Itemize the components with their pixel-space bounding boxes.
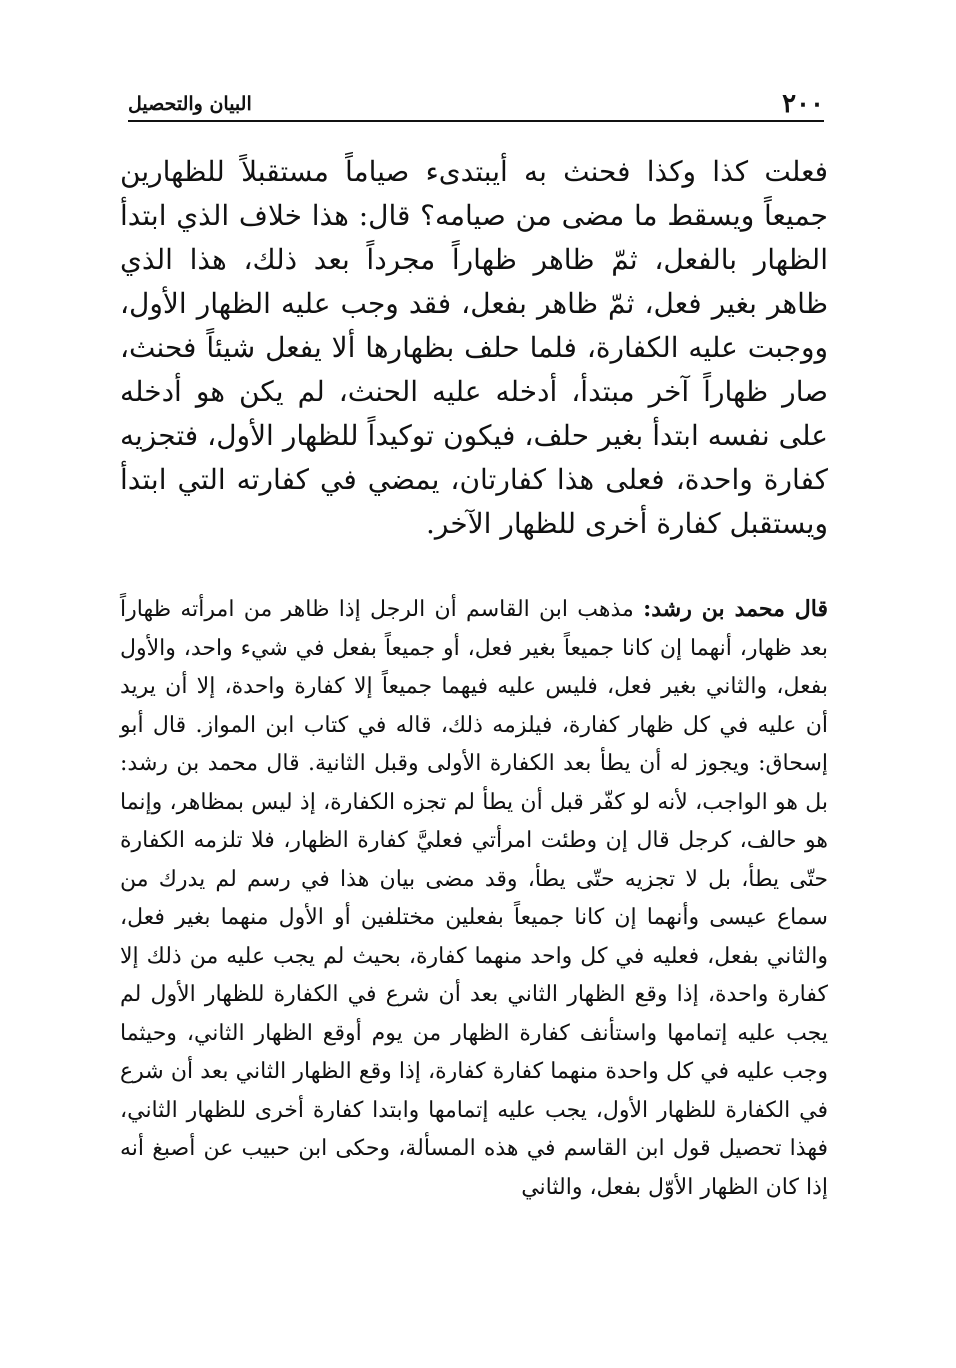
main-text-block [120,150,828,546]
commentary-speaker: قال محمد بن رشد: [643,596,829,622]
commentary-paragraph [120,590,828,1207]
main-text-paragraph: فعلت كذا وكذا فحنث به أيبتدىء صياماً مستقبلاً للظهارين جميعاً ويسقط ما مضى من صيامه؟ قال: هذا خلاف الذي ابتدأ الظهار بالفعل، ثمّ ظاهر ظهاراً مجرداً بعد ذلك، هذا الذي ظاهر بغير فعل، ثمّ ظاهر بفعل، فقد وجب عليه الظهار الأول، ووجبت عليه الكفارة، فلما حلف بظهارها ألا يفعل شيئاً فحنث، صار ظهاراً آخر مبتدأ، أدخله عليه الحنث، لم يكن هو أدخله على نفسه ابتدأ بغير حلف، فيكون توكيداً للظهار الأول، فتجزيه كفارة واحدة، فعلى هذا كفارتان، يمضي في كفارته التي ابتدأ ويستقبل كفارة أخرى للظهار الآخر. [120,155,828,540]
header-rule [128,120,824,122]
page-number: ٢٠٠ [782,89,824,119]
commentary-block [120,590,828,1207]
commentary-text: مذهب ابن القاسم أن الرجل إذا ظاهر من امرأته ظهاراً بعد ظهار، أنهما إن كانا جميعاً بغير فعل، أو جميعاً بفعل في شيء واحد، والأول بفعل، والثاني بغير فعل، فليس عليه فيهما جميعاً إلا كفارة واحدة، إلا أن يريد أن عليه في كل ظهار كفارة، فيلزمه ذلك، قاله في كتاب ابن المواز. قال أبو إسحاق: ويجوز له أن يطأ بعد الكفارة الأولى وقبل الثانية. قال محمد بن رشد: بل هو الواجب، لأنه لو كفّر قبل أن يطأ لم تجزه الكفارة، إذ ليس بمظاهر، وإنما هو حالف، كرجل قال إن وطئت امرأتي فعليَّ كفارة الظهار، فلا تلزمه الكفارة حتّى يطأ، بل لا تجزيه حتّى يطأ، وقد مضى بيان هذا في رسم لم يدرك من سماع عيسى وأنهما إن كانا جميعاً بفعلين مختلفين أو الأول منهما بغير فعل، والثاني بفعل، فعليه في كل واحد منهما كفارة، بحيث لم يجب عليه من ذلك إلا كفارة واحدة، إذا وقع الظهار الثاني بعد أن شرع في الكفارة للظهار الأول لم يجب عليه إتمامها واستأنف كفارة الظهار من يوم أوقع الظهار الثاني، وحيثما وجب عليه في كل واحدة منهما كفارة كفارة، إذا وقع الظهار الثاني بعد أن شرع في الكفارة للظهار الأول، يجب عليه إتمامها وابتدا كفارة أخرى للظهار الثاني، فهذا تحصيل قول ابن القاسم في هذه المسألة، وحكى ابن حبيب عن أصبغ أنه إذا كان الظهار الأوّل بفعل، والثاني [120,597,828,1200]
running-header [128,86,824,122]
book-title: البيان والتحصيل [128,93,252,115]
